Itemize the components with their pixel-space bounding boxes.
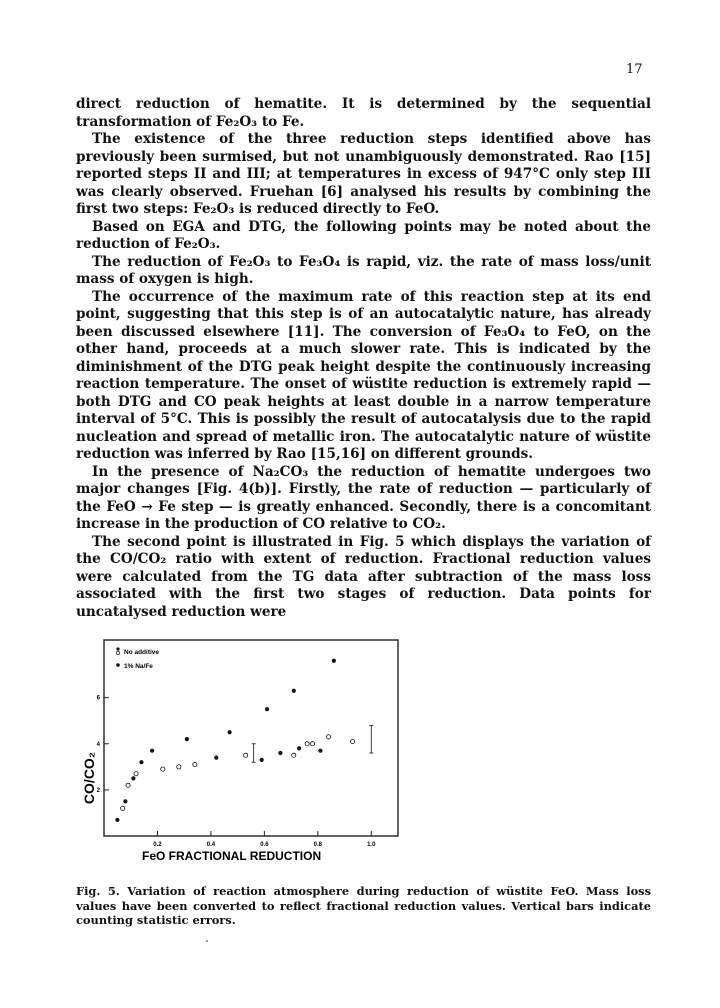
x-tick-label: 0.2 [153, 842, 162, 848]
data-point-filled [139, 760, 143, 764]
paragraph: The second point is illustrated in Fig. 5 which displays the variation of the CO/CO₂ ratio with extent of reduction. Fractional reduction values were calculated from the TG data after subtraction of the mass loss associated with the first two stages of reduction. Data points for uncatalysed reduction were [76, 533, 651, 620]
data-point-filled [297, 746, 301, 750]
data-point-filled [228, 730, 232, 734]
data-point-filled [185, 737, 189, 741]
caption-text: Variation of reaction atmosphere during reduction of wüstite FeO. Mass loss values have been converted to reflect fractional reduction values. Vertical bars indicate counting statistic errors. [76, 884, 651, 927]
y-axis-label: CO/CO₂ [81, 751, 97, 805]
figure-5 [76, 628, 656, 878]
paragraph: direct reduction of hematite. It is determined by the sequential transformation of Fe₂O₃ to Fe. [76, 96, 651, 130]
x-tick-label: 1.0 [367, 842, 376, 848]
data-point-filled [292, 689, 296, 693]
page-number: 17 [626, 62, 643, 77]
data-point-filled [214, 756, 218, 760]
data-point-open [292, 753, 296, 757]
x-tick-label: 0.6 [260, 842, 269, 848]
legend-marker-filled [116, 663, 120, 667]
paragraph: Based on EGA and DTG, the following points may be noted about the reduction of Fe₂O₃. [76, 218, 651, 252]
figure-caption [76, 884, 651, 928]
data-point-open [134, 772, 138, 776]
caption-label: Fig. 5. [76, 884, 120, 898]
paragraph: The reduction of Fe₂O₃ to Fe₃O₄ is rapid, viz. the rate of mass loss/unit mass of oxygen is high. [76, 253, 651, 287]
data-point-filled [150, 749, 154, 753]
scatter-chart [76, 628, 656, 878]
x-tick-label: 0.8 [313, 842, 322, 848]
data-point-filled [278, 751, 282, 755]
data-point-open [326, 735, 330, 739]
data-point-filled [115, 818, 119, 822]
paragraph: In the presence of Na₂CO₃ the reduction of hematite undergoes two major changes [Fig. 4(b)]. Firstly, the rate of reduction — particularly of the FeO → Fe step — is greatly enhanced. Secondly, there is a concomitant increase in the production of CO relative to CO₂. [76, 463, 651, 532]
data-point-open [126, 783, 130, 787]
page-speck [206, 940, 208, 942]
y-tick-label: 6 [96, 695, 100, 702]
legend-marker-open [116, 651, 119, 654]
y-tick-label: 4 [96, 741, 100, 748]
legend-marker-filled [116, 647, 119, 650]
legend-entry: 1% Na/Fe [124, 663, 153, 670]
data-point-filled [131, 776, 135, 780]
legend-entry: No additive [124, 649, 160, 656]
data-point-filled [318, 749, 322, 753]
data-point-filled [332, 659, 336, 663]
data-point-filled [265, 707, 269, 711]
data-point-open [161, 767, 165, 771]
x-tick-label: 0.4 [206, 842, 216, 848]
data-point-filled [123, 799, 127, 803]
data-point-open [310, 742, 314, 746]
data-point-open [193, 762, 197, 766]
data-point-open [121, 806, 125, 810]
x-axis-label: FeO FRACTIONAL REDUCTION [142, 849, 322, 863]
data-point-open [244, 753, 248, 757]
data-point-open [177, 765, 181, 769]
body-text [76, 96, 651, 621]
paragraph: The occurrence of the maximum rate of this reaction step at its end point, suggesting that this step is of an autocatalytic nature, has already been discussed elsewhere [11]. The conversion of Fe₃O₄ to FeO, on the other hand, proceeds at a much slower rate. This is indicated by the diminishment of the DTG peak height despite the continuously increasing reaction temperature. The onset of wüstite reduction is extremely rapid — both DTG and CO peak heights at least double in a narrow temperature interval of 5°C. This is possibly the result of autocatalysis due to the rapid nucleation and spread of metallic iron. The autocatalytic nature of wüstite reduction was inferred by Rao [15,16] on different grounds. [76, 288, 651, 462]
data-point-open [350, 739, 354, 743]
paragraph: The existence of the three reduction steps identified above has previously been surmised, but not unambiguously demonstrated. Rao [15] reported steps II and III; at temperatures in excess of 947°C only step III was clearly observed. Fruehan [6] analysed his results by combining the first two steps: Fe₂O₃ is reduced directly to FeO. [76, 131, 651, 217]
data-point-open [305, 742, 309, 746]
y-tick-label: 2 [96, 787, 100, 794]
data-point-filled [260, 758, 264, 762]
